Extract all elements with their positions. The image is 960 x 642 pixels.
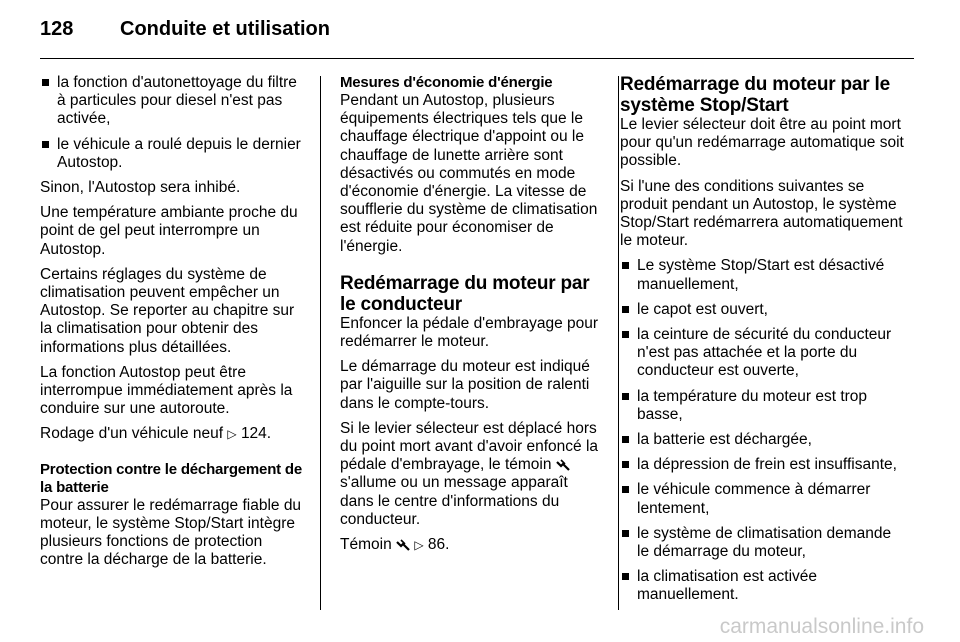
paragraph-with-icon: Si le levier sélecteur est déplacé hors du point mort avant d'avoir enfoncé la pédale d'embrayage, le témoin s'allume ou un message apparaît dans le centre d'informations du conducteur.	[340, 419, 599, 528]
paragraph: Le démarrage du moteur est indiqué par l'aiguille sur la position de ralenti dans le compte-tours.	[340, 358, 590, 412]
list-item: le véhicule a roulé depuis le dernier Autostop.	[40, 136, 304, 172]
column-divider-2	[618, 76, 619, 610]
paragraph-crossref	[40, 425, 304, 443]
crossref-text: Rodage d'un véhicule neuf	[40, 425, 224, 443]
chapter-title: Conduite et utilisation	[120, 18, 330, 40]
column-right	[620, 74, 906, 612]
list-item: le système de climatisation demande le démarrage du moteur,	[620, 525, 906, 561]
crossref-arrow-icon: ▷	[414, 538, 424, 553]
watermark: carmanualsonline.info	[719, 615, 924, 638]
crossref-page-link[interactable]: 124.	[240, 425, 272, 443]
list-item: la fonction d'autonettoyage du filtre à particules pour diesel n'est pas activée,	[40, 74, 304, 129]
list-item: la ceinture de sécurité du conducteur n'est pas attachée et la porte du conducteur est ouverte,	[620, 326, 906, 381]
paragraph: Pendant un Autostop, plusieurs équipements électriques tels que le chauffage électrique d'appoint ou le chauffage de lunette arrière sont désactivés ou commutés en mode d'économie d'énergie. La vitesse de soufflerie du système de climatisation est réduite pour économiser de l'énergie.	[340, 92, 598, 255]
list-item: la température du moteur est trop basse,	[620, 388, 906, 424]
subheading-energy-saving: Mesures d'économie d'énergie	[340, 74, 553, 91]
list-item: Le système Stop/Start est désactivé manuellement,	[620, 257, 906, 293]
list-item: le capot est ouvert,	[620, 301, 906, 319]
paragraph: Enfoncer la pédale d'embrayage pour redémarrer le moteur.	[340, 314, 599, 351]
crossref-arrow-icon: ▷	[227, 427, 237, 442]
paragraph: Pour assurer le redémarrage fiable du moteur, le système Stop/Start intègre plusieurs fonctions de protection contre la décharge de la batterie.	[40, 496, 302, 569]
paragraph: Si l'une des conditions suivantes se produit pendant un Autostop, le système Stop/Start redémarrera automatiquement le moteur.	[620, 177, 903, 250]
heading-system-restart: Redémarrage du moteur par le système Stop/Start	[620, 74, 890, 116]
paragraph: Certains réglages du système de climatisation peuvent empêcher un Autostop. Se reporter au chapitre sur la climatisation pour obtenir des informations plus détaillées.	[40, 265, 295, 356]
paragraph: La fonction Autostop peut être interrompue immédiatement après la conduire sur une autoroute.	[40, 363, 293, 418]
column-left	[40, 74, 304, 576]
header-rule	[40, 58, 914, 59]
stop-start-warning-icon	[556, 459, 570, 471]
paragraph: Une température ambiante proche du point de gel peut interrompre un Autostop.	[40, 204, 298, 258]
list-item: la climatisation est activée manuellement.	[620, 568, 906, 604]
paragraph: Sinon, l'Autostop sera inhibé.	[40, 179, 241, 197]
paragraph-crossref	[340, 536, 604, 554]
list-item: le véhicule commence à démarrer lentement,	[620, 481, 906, 517]
crossref-text: Témoin	[340, 536, 392, 554]
page-number: 128	[40, 18, 74, 40]
list-item: la batterie est déchargée,	[620, 431, 906, 449]
subheading-battery: Protection contre le déchargement de la batterie	[40, 460, 303, 496]
column-divider-1	[320, 76, 321, 610]
list-item: la dépression de frein est insuffisante,	[620, 456, 906, 474]
crossref-page-link[interactable]: 86.	[427, 536, 450, 554]
heading-driver-restart: Redémarrage du moteur par le conducteur	[340, 272, 590, 315]
column-middle	[340, 74, 604, 561]
paragraph: Le levier sélecteur doit être au point mort pour qu'un redémarrage automatique soit possible.	[620, 116, 904, 170]
stop-start-warning-icon	[396, 539, 410, 551]
